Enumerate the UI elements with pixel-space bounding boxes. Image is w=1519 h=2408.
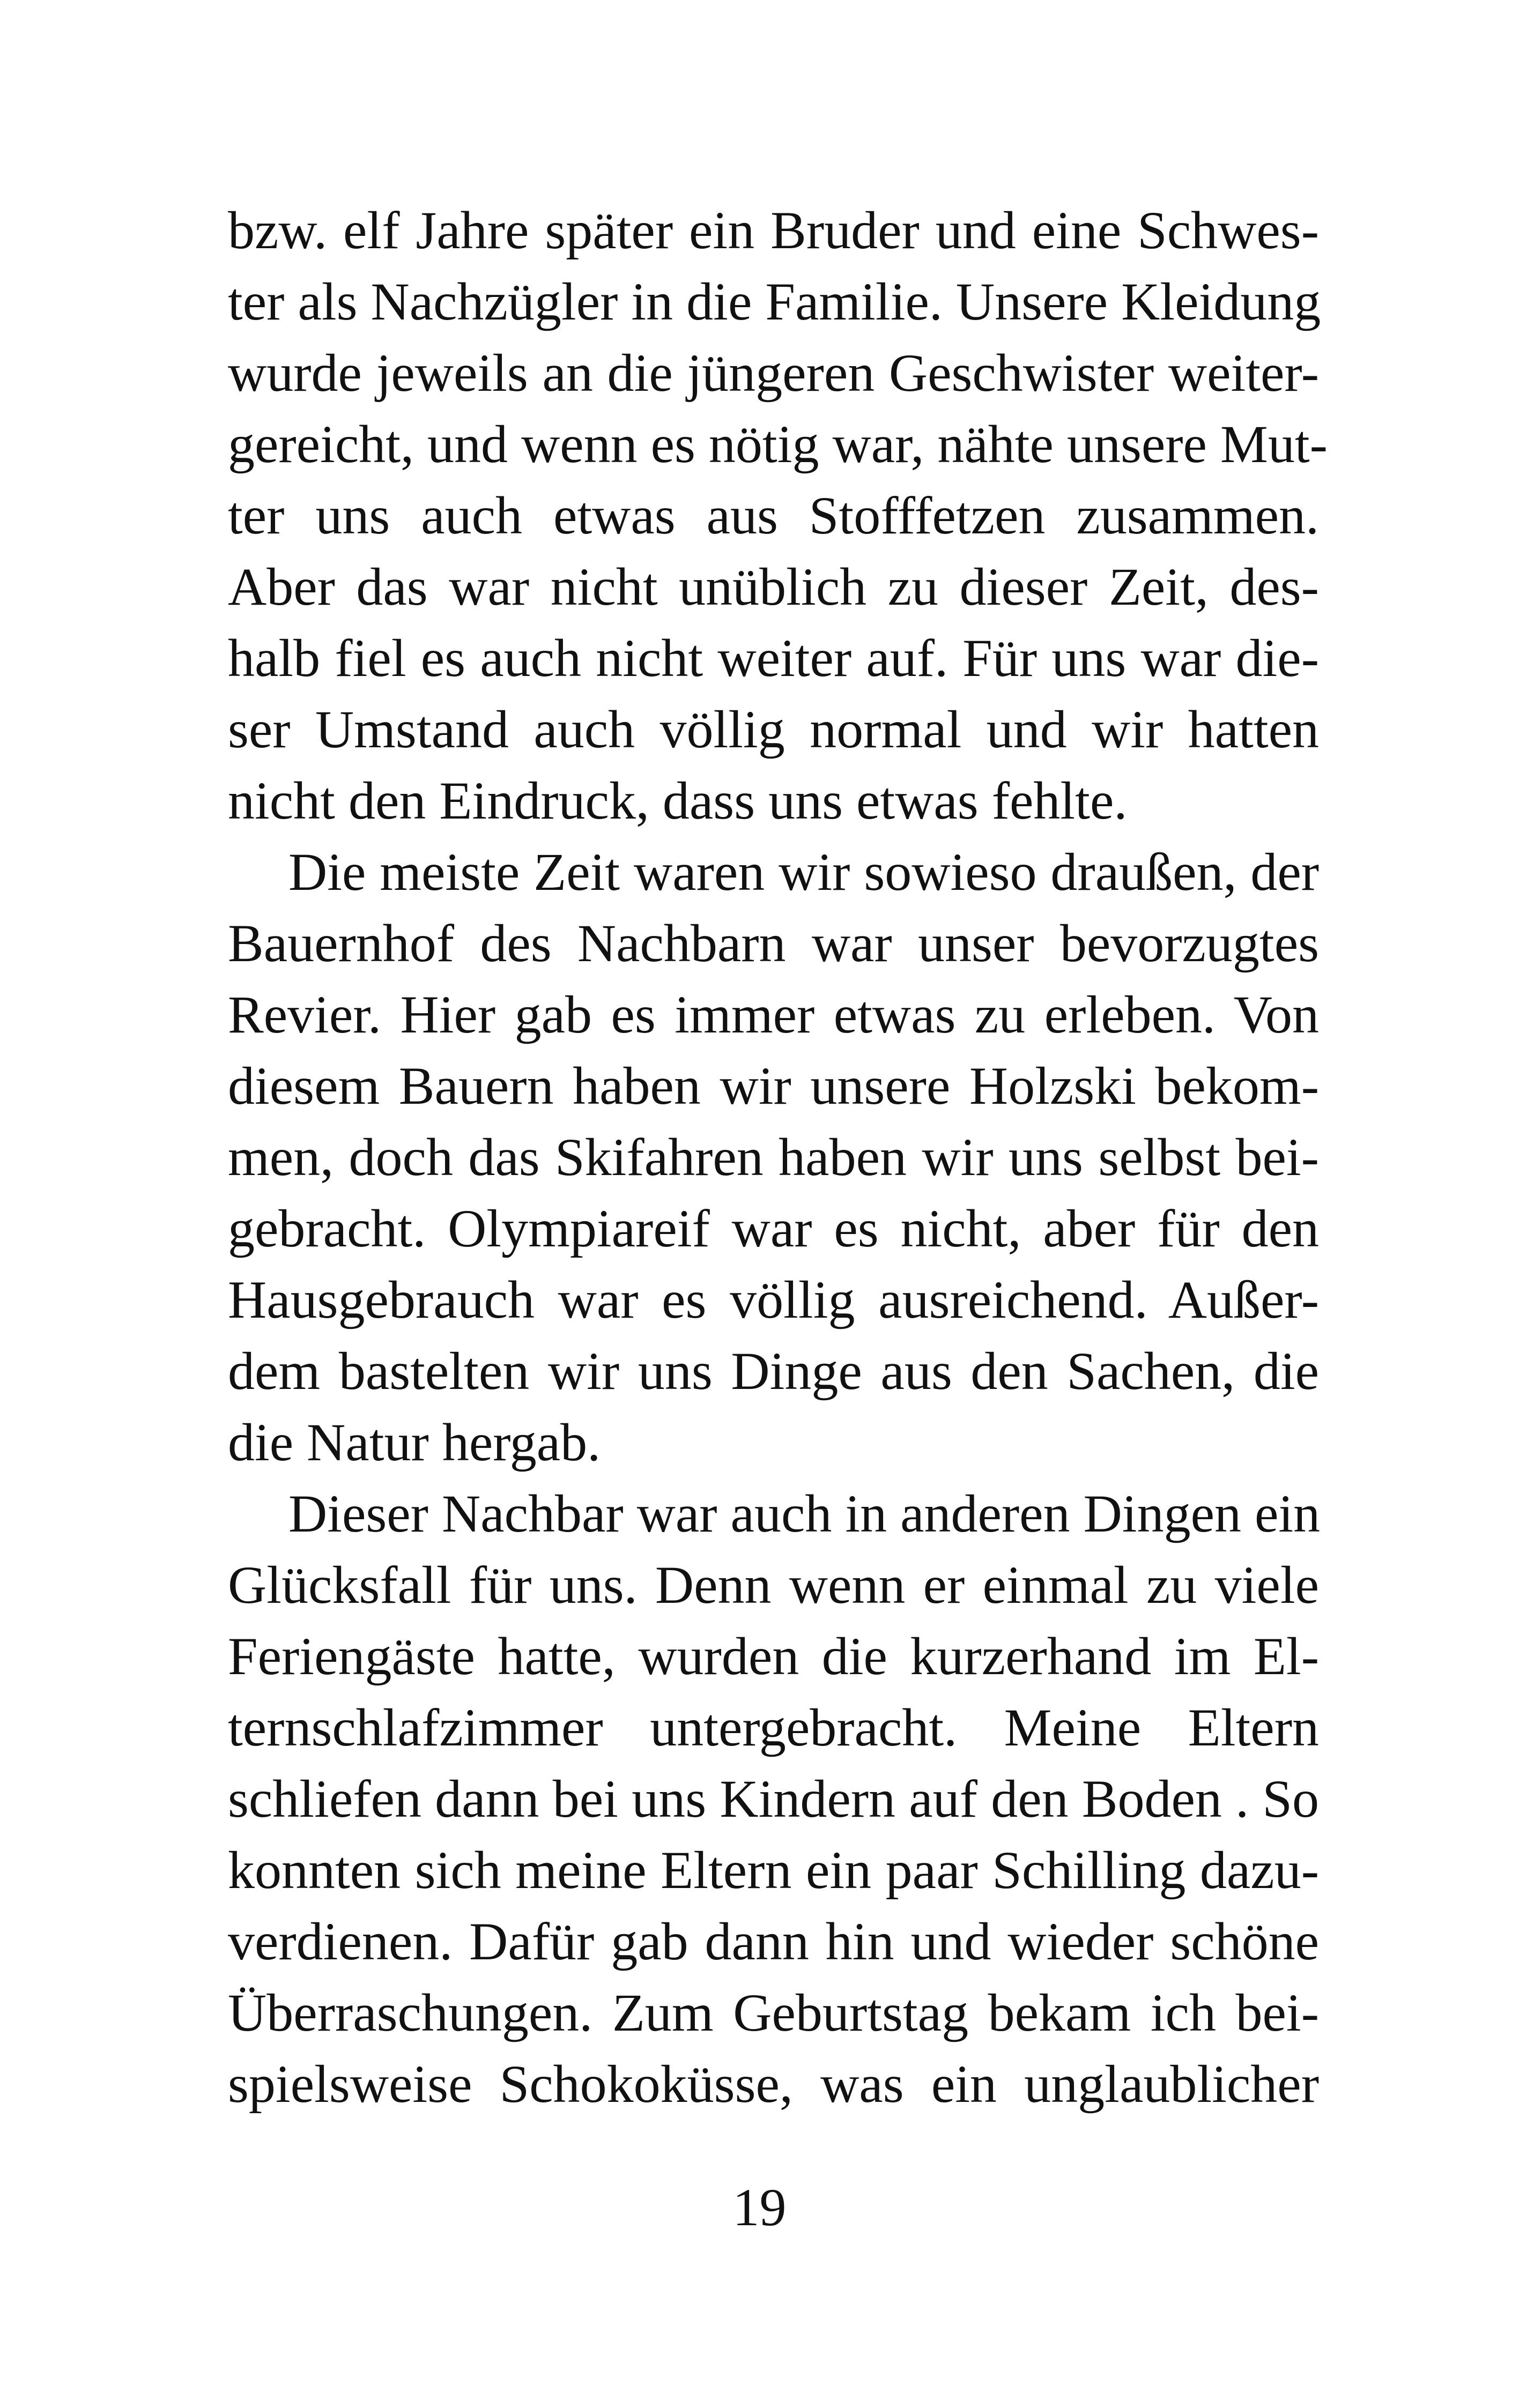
text-line: Revier. Hier gab es immer etwas zu erleben. Von	[228, 985, 1319, 1044]
text-line: ter als Nachzügler in die Familie. Unsere Kleidung	[228, 272, 1321, 331]
text-line: men, doch das Skifahren haben wir uns selbst bei-	[228, 1127, 1319, 1187]
text-line: wurde jeweils an die jüngeren Geschwister weiter-	[228, 343, 1319, 403]
text-line: ter uns auch etwas aus Stofffetzen zusammen.	[228, 486, 1319, 545]
text-line: konnten sich meine Eltern ein paar Schilling dazu-	[228, 1840, 1319, 1900]
text-line: gereicht, und wenn es nötig war, nähte unsere Mut-	[228, 414, 1328, 474]
text-line: bzw. elf Jahre später ein Bruder und eine Schwes-	[228, 200, 1319, 260]
page-number: 19	[732, 2177, 787, 2237]
text-line: verdienen. Dafür gab dann hin und wieder schöne	[228, 1912, 1319, 1971]
text-line: diesem Bauern haben wir unsere Holzski bekom-	[228, 1056, 1319, 1116]
text-line: ser Umstand auch völlig normal und wir hatten	[228, 700, 1319, 759]
body-text	[228, 195, 1328, 2120]
text-line: dem bastelten wir uns Dinge aus den Sachen, die	[228, 1341, 1319, 1401]
text-line: Dieser Nachbar war auch in anderen Dingen ein	[288, 1484, 1321, 1543]
text-line: Hausgebrauch war es völlig ausreichend. Außer-	[228, 1270, 1319, 1329]
text-line: Aber das war nicht unüblich zu dieser Zeit, des-	[228, 557, 1319, 616]
text-line: ternschlafzimmer untergebracht. Meine Eltern	[228, 1698, 1319, 1757]
text-line: Die meiste Zeit waren wir sowieso draußen, der	[288, 842, 1319, 902]
text-line: spielsweise Schokoküsse, was ein unglaublicher	[228, 2054, 1319, 2114]
text-line: nicht den Eindruck, dass uns etwas fehlte.	[228, 771, 1128, 830]
text-line: schliefen dann bei uns Kindern auf den Boden . So	[228, 1769, 1319, 1829]
text-line: Bauernhof des Nachbarn war unser bevorzugtes	[228, 913, 1319, 973]
text-line: Überraschungen. Zum Geburtstag bekam ich bei-	[228, 1983, 1319, 2042]
text-line: Feriengäste hatte, wurden die kurzerhand im El-	[228, 1626, 1319, 1686]
text-line: gebracht. Olympiareif war es nicht, aber für den	[228, 1199, 1319, 1258]
text-line: die Natur hergab.	[228, 1413, 601, 1472]
text-line: halb fiel es auch nicht weiter auf. Für uns war die-	[228, 628, 1319, 688]
text-line: Glücksfall für uns. Denn wenn er einmal zu viele	[228, 1555, 1319, 1615]
